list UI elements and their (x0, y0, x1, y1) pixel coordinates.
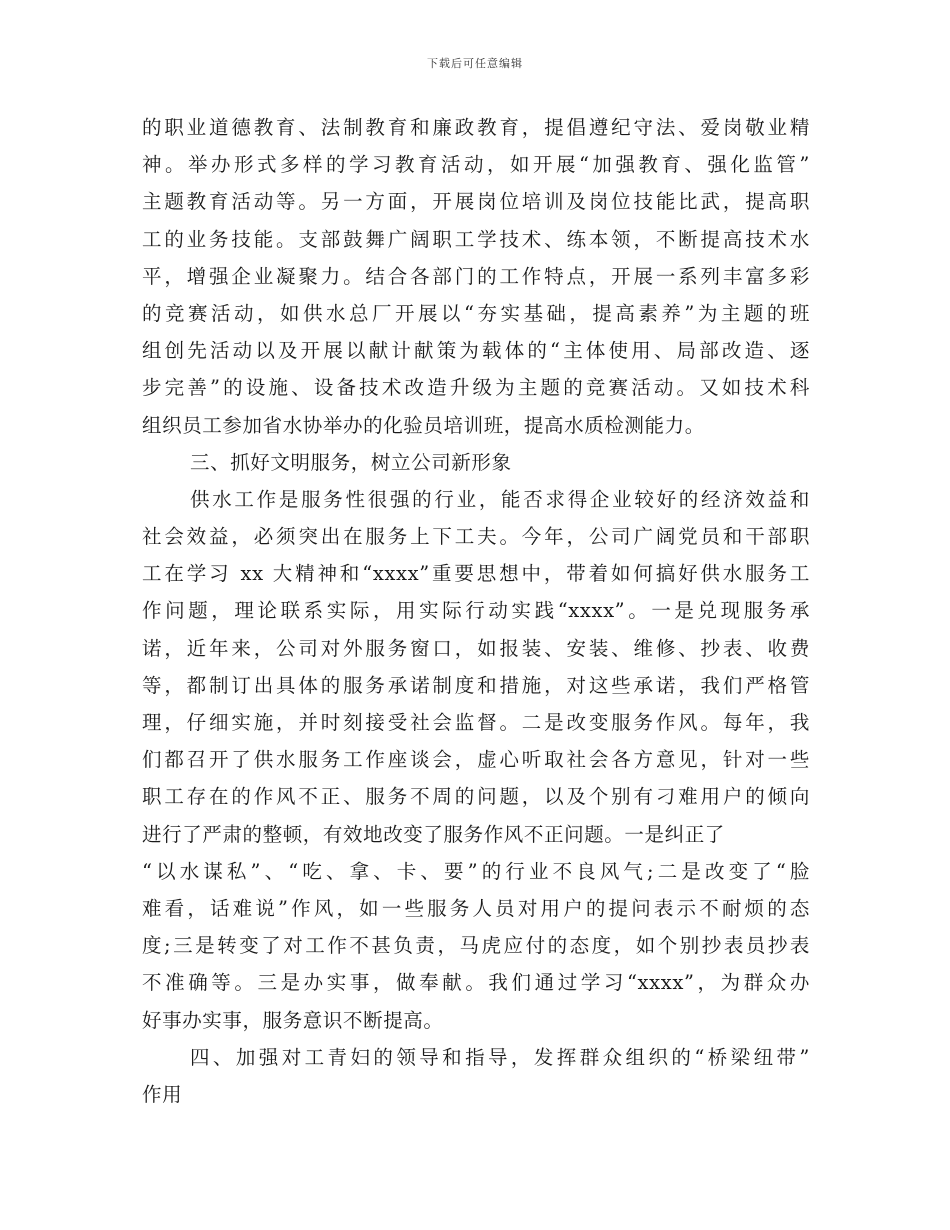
page-header: 下载后可任意编辑 (427, 57, 523, 70)
section-heading: 四、加强对工青妇的领导和指导，发挥群众组织的“桥梁纽带” (190, 1045, 810, 1069)
paragraph-line: 神。举办形式多样的学习教育活动，如开展“加强教育、强化监管” (142, 153, 810, 177)
paragraph-line: 们都召开了供水服务工作座谈会，虚心听取社会各方意见，针对一些 (142, 748, 810, 772)
paragraph-line: 组创先活动以及开展以献计献策为载体的“主体使用、局部改造、逐 (142, 339, 810, 363)
paragraph-line: 理，仔细实施，并时刻接受社会监督。二是改变服务作风。每年，我 (142, 711, 810, 734)
paragraph-line: “以水谋私”、“吃、拿、卡、要”的行业不良风气;二是改变了“脸 (142, 859, 810, 883)
paragraph-line: 难看，话难说”作风，如一些服务人员对用户的提问表示不耐烦的态 (142, 896, 810, 920)
paragraph-line: 职工存在的作风不正、服务不周的问题，以及个别有刁难用户的倾向 (142, 785, 810, 809)
section-heading: 三、抓好文明服务，树立公司新形象 (190, 450, 512, 474)
paragraph-line: 社会效益，必须突出在服务上下工夫。今年，公司广阔党员和干部职 (142, 525, 810, 549)
paragraph-line: 作问题，理论联系实际，用实际行动实践“xxxx”。一是兑现服务承 (142, 599, 810, 623)
paragraph-line: 诺，近年来，公司对外服务窗口，如报装、安装、维修、抄表、收费 (142, 636, 810, 660)
paragraph-line: 平，增强企业凝聚力。结合各部门的工作特点，开展一系列丰富多彩 (142, 264, 810, 288)
paragraph-line: 度;三是转变了对工作不甚负责，马虎应付的态度，如个别抄表员抄表 (142, 934, 810, 958)
paragraph-line: 工在学习 xx 大精神和“xxxx”重要思想中，带着如何搞好供水服务工 (142, 562, 810, 586)
paragraph-line: 供水工作是服务性很强的行业，能否求得企业较好的经济效益和 (190, 487, 810, 511)
paragraph-line: 步完善”的设施、设备技术改造升级为主题的竞赛活动。又如技术科 (142, 376, 810, 400)
paragraph-line: 的竞赛活动，如供水总厂开展以“夯实基础，提高素养”为主题的班 (142, 301, 810, 325)
paragraph-line: 进行了严肃的整顿，有效地改变了服务作风不正问题。一是纠正了 (142, 822, 725, 846)
paragraph-line: 的职业道德教育、法制教育和廉政教育，提倡遵纪守法、爱岗敬业精 (142, 116, 810, 139)
document-body (142, 109, 810, 1113)
paragraph-line: 等，都制订出具体的服务承诺制度和措施，对这些承诺，我们严格管 (142, 673, 810, 697)
paragraph-line: 不准确等。三是办实事，做奉献。我们通过学习“xxxx”，为群众办 (142, 971, 810, 995)
paragraph-line: 好事办实事，服务意识不断提高。 (142, 1008, 444, 1032)
paragraph-line: 组织员工参加省水协举办的化验员培训班，提高水质检测能力。 (142, 413, 705, 437)
paragraph-line: 主题教育活动等。另一方面，开展岗位培训及岗位技能比武，提高职 (142, 190, 810, 214)
paragraph-line: 工的业务技能。支部鼓舞广阔职工学技术、练本领，不断提高技术水 (142, 227, 810, 251)
section-heading-continued: 作用 (142, 1082, 183, 1106)
